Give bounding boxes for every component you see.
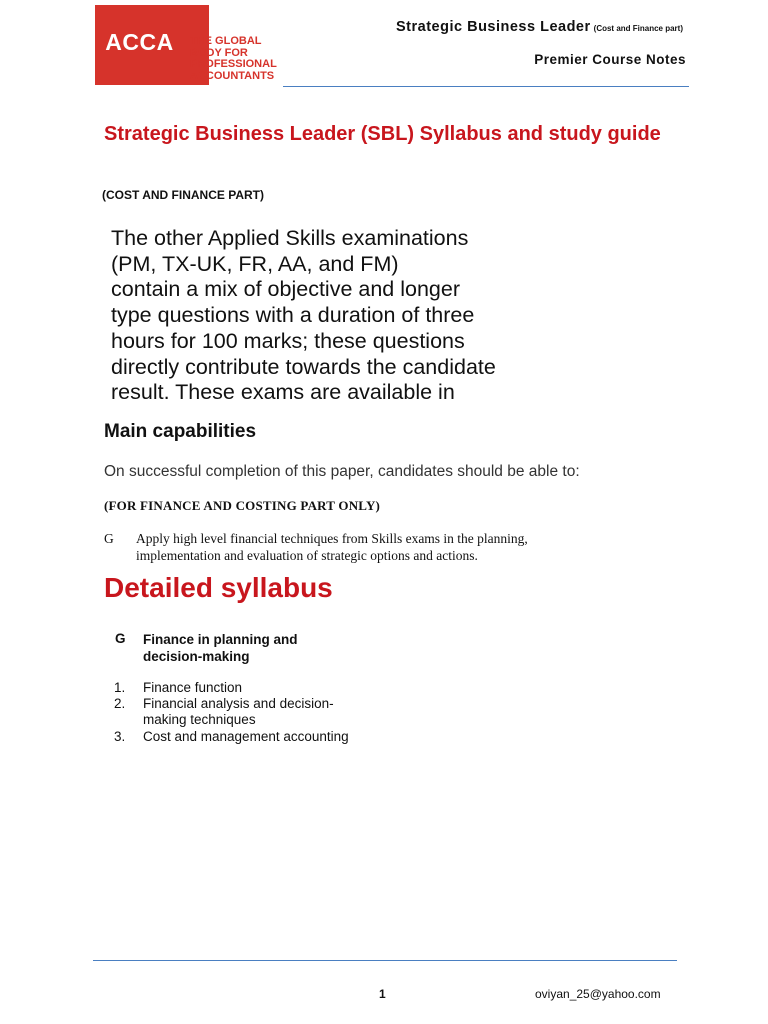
syllabus-section-title bbox=[143, 631, 298, 665]
syllabus-item-text bbox=[143, 680, 242, 696]
syllabus-section-title-line: decision-making bbox=[143, 649, 250, 664]
intro-paragraph-line: The other Applied Skills examinations bbox=[111, 226, 469, 250]
intro-paragraph-line: (PM, TX-UK, FR, AA, and FM) bbox=[111, 251, 399, 276]
syllabus-list bbox=[114, 680, 414, 745]
running-header-title-note: (Cost and Finance part) bbox=[593, 24, 683, 33]
capabilities-note: (FOR FINANCE AND COSTING PART ONLY) bbox=[104, 498, 381, 513]
document-subtitle: (COST AND FINANCE PART) bbox=[102, 188, 264, 202]
capability-item-letter: G bbox=[104, 531, 114, 546]
syllabus-list-item bbox=[114, 680, 414, 696]
page-number: 1 bbox=[379, 987, 386, 1001]
syllabus-list-item bbox=[114, 696, 414, 728]
running-header-title bbox=[396, 19, 683, 35]
syllabus-list-item bbox=[114, 729, 414, 745]
running-header-subtitle: Premier Course Notes bbox=[534, 52, 686, 67]
acca-tagline-line: ACCOUNTANTS bbox=[190, 69, 275, 82]
capabilities-heading: Main capabilities bbox=[104, 421, 257, 442]
document-title: Strategic Business Leader (SBL) Syllabus and study guide bbox=[104, 123, 661, 145]
syllabus-item-line: Cost and management accounting bbox=[143, 728, 349, 744]
footer-email: oviyan_25@yahoo.com bbox=[535, 987, 661, 1001]
syllabus-item-text bbox=[143, 729, 349, 745]
acca-tagline bbox=[190, 36, 282, 82]
intro-paragraph-line: directly contribute towards the candidate bbox=[111, 354, 496, 379]
intro-paragraph-line: type questions with a duration of three bbox=[111, 303, 475, 328]
acca-tagline-line: BODY FOR bbox=[190, 46, 248, 59]
syllabus-item-text bbox=[143, 696, 334, 728]
footer-divider bbox=[93, 960, 677, 961]
syllabus-item-line: making techniques bbox=[143, 712, 256, 728]
syllabus-item-line: Finance function bbox=[143, 680, 243, 695]
capabilities-intro: On successful completion of this paper, candidates should be able to: bbox=[104, 463, 580, 480]
capability-item-line: implementation and evaluation of strategic options and actions. bbox=[136, 548, 478, 563]
detailed-syllabus-heading: Detailed syllabus bbox=[104, 572, 333, 603]
running-header-title-text: Strategic Business Leader bbox=[396, 19, 591, 35]
acca-logo bbox=[95, 5, 279, 85]
acca-tagline-line: PROFESSIONAL bbox=[190, 58, 277, 70]
capability-item-text bbox=[136, 530, 636, 564]
header-divider bbox=[283, 86, 689, 87]
acca-wordmark: ACCA bbox=[105, 29, 174, 55]
intro-paragraph-line: contain a mix of objective and longer bbox=[111, 277, 460, 302]
syllabus-item-number: 3. bbox=[114, 728, 126, 744]
syllabus-item-number: 2. bbox=[114, 696, 126, 712]
syllabus-section-title-line: Finance in planning and bbox=[143, 632, 298, 647]
intro-paragraph bbox=[111, 226, 631, 406]
intro-paragraph-line: hours for 100 marks; these questions bbox=[111, 328, 465, 353]
capability-item-line: Apply high level financial techniques from Skills exams in the planning, bbox=[136, 531, 528, 546]
syllabus-item-number: 1. bbox=[114, 680, 126, 695]
acca-tagline-line: THE GLOBAL bbox=[190, 35, 262, 47]
syllabus-section-letter: G bbox=[115, 631, 126, 646]
intro-paragraph-line: result. These exams are available in bbox=[111, 380, 455, 405]
syllabus-item-line: Financial analysis and decision- bbox=[143, 696, 334, 712]
